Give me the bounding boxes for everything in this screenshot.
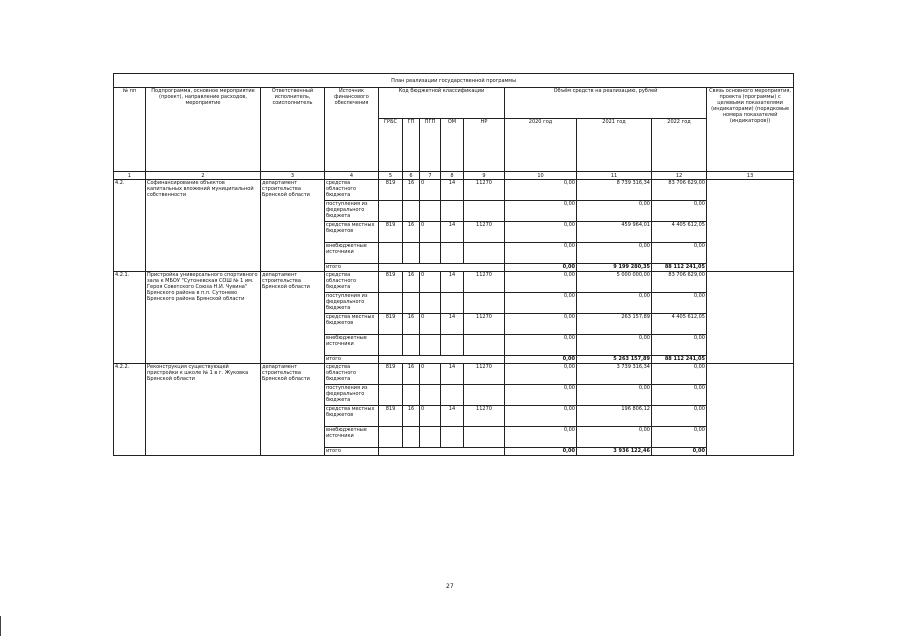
value-2021: 0,00 bbox=[577, 335, 652, 356]
col-number: 7 bbox=[420, 172, 441, 180]
code-nr: 11270 bbox=[464, 272, 505, 293]
code-grbs bbox=[379, 243, 403, 264]
code-nr: 11270 bbox=[464, 364, 505, 385]
code-om bbox=[441, 427, 464, 448]
section-executor: департамент строительства Брянской области bbox=[261, 272, 325, 364]
col-number: 4 bbox=[325, 172, 379, 180]
section-number: 4.2. bbox=[114, 180, 146, 272]
funding-source: поступления из федерального бюджета bbox=[325, 385, 379, 406]
indicator-link bbox=[707, 272, 794, 364]
total-2021: 9 199 280,35 bbox=[577, 264, 652, 272]
header-volume: Объём средств на реализацию, рублей bbox=[505, 88, 707, 119]
value-2022: 4 405 612,05 bbox=[652, 222, 707, 243]
code-nr bbox=[464, 293, 505, 314]
code-nr bbox=[464, 427, 505, 448]
code-om: 14 bbox=[441, 314, 464, 335]
code-om: 14 bbox=[441, 222, 464, 243]
table-title: План реализации государственной программы bbox=[114, 74, 794, 88]
value-2021: 196 806,12 bbox=[577, 406, 652, 427]
col-number: 11 bbox=[577, 172, 652, 180]
value-2021: 3 739 316,34 bbox=[577, 364, 652, 385]
header-pgp: ПГП bbox=[420, 119, 441, 172]
value-2022: 0,00 bbox=[652, 406, 707, 427]
funding-source: внебюджетные источники bbox=[325, 243, 379, 264]
value-2020: 0,00 bbox=[505, 180, 577, 201]
funding-source: внебюджетные источники bbox=[325, 427, 379, 448]
header-executor: Ответственный исполнитель, соисполнитель bbox=[261, 88, 325, 172]
code-grbs bbox=[379, 293, 403, 314]
plan-table bbox=[113, 73, 794, 456]
code-gp: 16 bbox=[403, 272, 420, 293]
indicator-link bbox=[707, 364, 794, 456]
code-om: 14 bbox=[441, 272, 464, 293]
code-gp bbox=[403, 201, 420, 222]
header-link: Связь основного мероприятия, проекта (программы) с целевыми показателями (индикаторами) (порядковые номера показателей (индикаторов)) bbox=[707, 88, 794, 172]
col-number: 5 bbox=[379, 172, 403, 180]
code-pgp: 0 bbox=[420, 222, 441, 243]
value-2021: 0,00 bbox=[577, 385, 652, 406]
code-om bbox=[441, 243, 464, 264]
section-number: 4.2.2. bbox=[114, 364, 146, 456]
total-2022: 88 112 241,05 bbox=[652, 356, 707, 364]
header-source: Источник финансового обеспечения bbox=[325, 88, 379, 172]
table-row bbox=[114, 180, 794, 201]
code-nr bbox=[464, 201, 505, 222]
funding-source: средства областного бюджета bbox=[325, 180, 379, 201]
col-number: 2 bbox=[146, 172, 261, 180]
code-nr: 11270 bbox=[464, 222, 505, 243]
code-om: 14 bbox=[441, 364, 464, 385]
value-2020: 0,00 bbox=[505, 335, 577, 356]
value-2021: 0,00 bbox=[577, 243, 652, 264]
value-2022: 0,00 bbox=[652, 201, 707, 222]
code-nr bbox=[464, 335, 505, 356]
value-2021: 459 964,01 bbox=[577, 222, 652, 243]
value-2020: 0,00 bbox=[505, 243, 577, 264]
value-2022: 0,00 bbox=[652, 385, 707, 406]
section-executor: департамент строительства Брянской области bbox=[261, 364, 325, 456]
section-name: Пристройка универсального спортивного зала к МБОУ "Сутоневская СОШ № 1 им. Героя Советского Союза Н.И. Чувина" Брянского района в п.п. Сутонево Брянского района Брянской области bbox=[146, 272, 261, 364]
value-2022: 83 706 629,00 bbox=[652, 272, 707, 293]
scan-edge bbox=[0, 616, 1, 636]
code-pgp: 0 bbox=[420, 314, 441, 335]
total-label: итого bbox=[325, 264, 379, 272]
header-2021: 2021 год bbox=[577, 119, 652, 172]
col-number: 12 bbox=[652, 172, 707, 180]
code-gp bbox=[403, 293, 420, 314]
col-number: 3 bbox=[261, 172, 325, 180]
value-2021: 0,00 bbox=[577, 427, 652, 448]
funding-source: внебюджетные источники bbox=[325, 335, 379, 356]
value-2021: 0,00 bbox=[577, 293, 652, 314]
value-2020: 0,00 bbox=[505, 293, 577, 314]
code-om bbox=[441, 385, 464, 406]
value-2022: 0,00 bbox=[652, 427, 707, 448]
page-number: 27 bbox=[446, 583, 454, 590]
value-2022: 4 405 612,05 bbox=[652, 314, 707, 335]
funding-source: средства местных бюджетов bbox=[325, 314, 379, 335]
header-subprogram: Подпрограмма, основное мероприятие (проект), направление расходов, мероприятие bbox=[146, 88, 261, 172]
code-nr bbox=[464, 243, 505, 264]
header-code: Код бюджетной классификации bbox=[379, 88, 505, 119]
code-gp: 16 bbox=[403, 406, 420, 427]
code-pgp bbox=[420, 385, 441, 406]
total-code-blank bbox=[379, 264, 505, 272]
section-name: Реконструкция существующей пристройки к школе № 1 в г. Жуковка Брянской области bbox=[146, 364, 261, 456]
value-2022: 0,00 bbox=[652, 335, 707, 356]
col-number: 13 bbox=[707, 172, 794, 180]
code-gp: 16 bbox=[403, 314, 420, 335]
total-2022: 0,00 bbox=[652, 448, 707, 456]
code-grbs bbox=[379, 385, 403, 406]
value-2021: 8 739 316,34 bbox=[577, 180, 652, 201]
code-pgp bbox=[420, 335, 441, 356]
code-om bbox=[441, 335, 464, 356]
funding-source: средства местных бюджетов bbox=[325, 222, 379, 243]
code-gp bbox=[403, 427, 420, 448]
value-2022: 0,00 bbox=[652, 293, 707, 314]
code-grbs: 819 bbox=[379, 406, 403, 427]
col-number: 10 bbox=[505, 172, 577, 180]
header-2020: 2020 год bbox=[505, 119, 577, 172]
funding-source: средства областного бюджета bbox=[325, 364, 379, 385]
total-2021: 3 936 122,46 bbox=[577, 448, 652, 456]
table-row bbox=[114, 364, 794, 385]
code-grbs: 819 bbox=[379, 314, 403, 335]
funding-source: средства местных бюджетов bbox=[325, 406, 379, 427]
code-gp: 16 bbox=[403, 180, 420, 201]
total-2022: 88 112 241,05 bbox=[652, 264, 707, 272]
total-2021: 5 263 157,89 bbox=[577, 356, 652, 364]
code-pgp bbox=[420, 293, 441, 314]
code-pgp bbox=[420, 201, 441, 222]
code-gp bbox=[403, 335, 420, 356]
code-pgp bbox=[420, 243, 441, 264]
table-row bbox=[114, 272, 794, 293]
value-2021: 5 000 000,00 bbox=[577, 272, 652, 293]
value-2020: 0,00 bbox=[505, 201, 577, 222]
col-number: 6 bbox=[403, 172, 420, 180]
code-grbs bbox=[379, 427, 403, 448]
section-number: 4.2.1. bbox=[114, 272, 146, 364]
total-code-blank bbox=[379, 356, 505, 364]
code-gp bbox=[403, 385, 420, 406]
value-2021: 263 157,89 bbox=[577, 314, 652, 335]
code-nr bbox=[464, 385, 505, 406]
code-pgp bbox=[420, 427, 441, 448]
code-gp: 16 bbox=[403, 364, 420, 385]
value-2020: 0,00 bbox=[505, 385, 577, 406]
code-om: 14 bbox=[441, 180, 464, 201]
code-grbs bbox=[379, 201, 403, 222]
total-2020: 0,00 bbox=[505, 448, 577, 456]
total-label: итого bbox=[325, 356, 379, 364]
value-2022: 0,00 bbox=[652, 243, 707, 264]
value-2020: 0,00 bbox=[505, 364, 577, 385]
code-nr: 11270 bbox=[464, 180, 505, 201]
header-grbs: ГРБС bbox=[379, 119, 403, 172]
section-name: Софинансирование объектов капитальных вложений муниципальной собственности bbox=[146, 180, 261, 272]
header-om: ОМ bbox=[441, 119, 464, 172]
col-number: 1 bbox=[114, 172, 146, 180]
value-2020: 0,00 bbox=[505, 406, 577, 427]
value-2020: 0,00 bbox=[505, 272, 577, 293]
section-executor: департамент строительства Брянской области bbox=[261, 180, 325, 272]
funding-source: поступления из федерального бюджета bbox=[325, 201, 379, 222]
code-pgp: 0 bbox=[420, 364, 441, 385]
total-code-blank bbox=[379, 448, 505, 456]
code-gp: 16 bbox=[403, 222, 420, 243]
header-2022: 2022 год bbox=[652, 119, 707, 172]
value-2020: 0,00 bbox=[505, 427, 577, 448]
code-nr: 11270 bbox=[464, 406, 505, 427]
value-2022: 0,00 bbox=[652, 364, 707, 385]
value-2021: 0,00 bbox=[577, 201, 652, 222]
col-number: 9 bbox=[464, 172, 505, 180]
code-om bbox=[441, 201, 464, 222]
header-num: № пп bbox=[114, 88, 146, 172]
col-number: 8 bbox=[441, 172, 464, 180]
code-gp bbox=[403, 243, 420, 264]
total-2020: 0,00 bbox=[505, 264, 577, 272]
total-2020: 0,00 bbox=[505, 356, 577, 364]
total-label: итого bbox=[325, 448, 379, 456]
code-pgp: 0 bbox=[420, 180, 441, 201]
value-2020: 0,00 bbox=[505, 222, 577, 243]
code-grbs: 819 bbox=[379, 364, 403, 385]
header-gp: ГП bbox=[403, 119, 420, 172]
code-grbs: 819 bbox=[379, 272, 403, 293]
code-grbs: 819 bbox=[379, 180, 403, 201]
header-nr: НР bbox=[464, 119, 505, 172]
code-nr: 11270 bbox=[464, 314, 505, 335]
value-2022: 83 706 629,00 bbox=[652, 180, 707, 201]
value-2020: 0,00 bbox=[505, 314, 577, 335]
code-grbs: 819 bbox=[379, 222, 403, 243]
code-pgp: 0 bbox=[420, 406, 441, 427]
funding-source: поступления из федерального бюджета bbox=[325, 293, 379, 314]
code-om bbox=[441, 293, 464, 314]
funding-source: средства областного бюджета bbox=[325, 272, 379, 293]
code-om: 14 bbox=[441, 406, 464, 427]
code-pgp: 0 bbox=[420, 272, 441, 293]
code-grbs bbox=[379, 335, 403, 356]
indicator-link bbox=[707, 180, 794, 272]
